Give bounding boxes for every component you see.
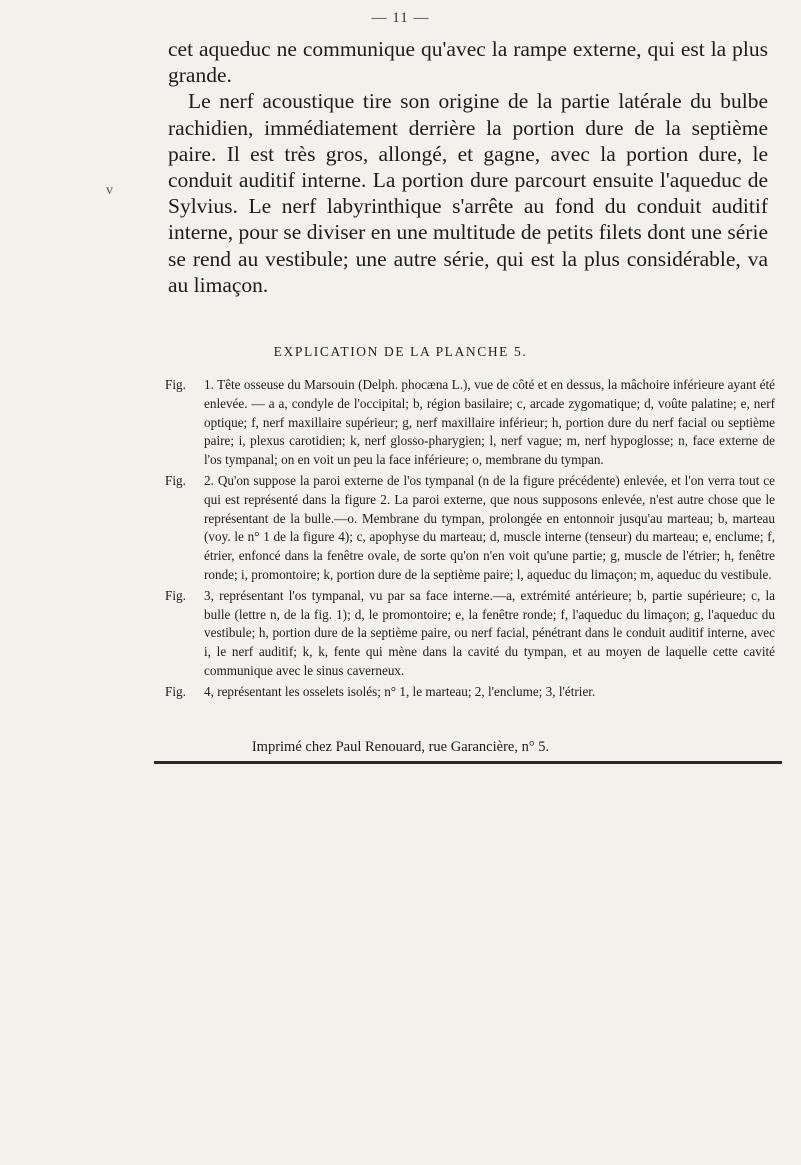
margin-mark: v (106, 183, 113, 198)
figure-text: 4, représentant les osselets isolés; n° 1, le marteau; 2, l'enclume; 3, l'étrier. (204, 683, 596, 699)
figure-entry-4 (165, 683, 775, 702)
paragraph-2: Le nerf acoustique tire son origine de la partie latérale du bulbe rachidien, immédiatement derrière la portion dure de la septième paire. Il est très gros, allongé, et gagne, avec la portion dure, le conduit auditif interne. La portion dure parcourt ensuite l'aqueduc de Sylvius. Le nerf labyrinthique s'arrête au fond du conduit auditif interne, pour se diviser en une multitude de petits filets dont une série se rend au vestibule; une autre série, qui est la plus considérable, va au limaçon. (168, 89, 768, 297)
imprint-divider (154, 761, 782, 764)
figure-entry-3 (165, 587, 775, 681)
body-text (168, 36, 768, 298)
figure-label: Fig. (165, 377, 186, 392)
figure-text: 2. Qu'on suppose la paroi externe de l'os tympanal (n de la figure précédente) enlevée, et l'on verra tout ce qui est représenté dans la figure 2. La paroi externe, que nous supposons enlevée, n'est autre chose que le représentant de la bulle.—o. Membrane du tympan, prolongée en entonnoir jusqu'au marteau; b, marteau (voy. le n° 1 de la figure 4); c, apophyse du marteau; d, muscle interne (tenseur) du marteau; e, enclume; f, étrier, enfoncé dans la fenêtre ovale, de sorte qu'on n'en voit qu'une partie; g, muscle de l'étrier; h, fenêtre ronde; i, promontoire; k, portion dure de la septième paire; l, aqueduc du limaçon; m, aqueduc du vestibule. (204, 472, 775, 582)
figure-text: 1. Tête osseuse du Marsouin (Delph. phocæna L.), vue de côté et en dessus, la mâchoire inférieure ayant été enlevée. — a a, condyle de l'occipital; b, région basilaire; c, arcade zygomatique; d, voûte palatine; e, nerf optique; f, nerf maxillaire supérieur; g, nerf maxillaire inférieur; h, portion dure du nerf facial ou septième paire; i, plexus carotidien; k, nerf glosso-pharygien; l, nerf vague; m, nerf hypoglosse; n, face externe de l'os tympanal; on en voit un peu la face inférieure; o, membrane du tympan. (204, 377, 775, 468)
figure-entry-2 (165, 472, 775, 585)
figure-text: 3, représentant l'os tympanal, vu par sa face interne.—a, extrémité antérieure; b, partie supérieure; c, la bulle (lettre n, de la fig. 1); d, le promontoire; e, la fenêtre ronde; f, l'aqueduc du limaçon; g, l'aqueduc du vestibule; h, portion dure de la septième paire, ou nerf facial, pénétrant dans le conduit auditif interne, avec i, le nerf auditif; k, k, fente qui mène dans la cavité du tympan, et au moyen de laquelle cette cavité communique avec le sinus caverneux. (204, 587, 775, 678)
paragraph-1: cet aqueduc ne communique qu'avec la rampe externe, qui est la plus grande. (168, 37, 768, 88)
imprint: Imprimé chez Paul Renouard, rue Garancière, n° 5. (251, 739, 550, 755)
section-title: EXPLICATION DE LA PLANCHE 5. (273, 344, 528, 359)
figure-legend (165, 376, 775, 702)
page-number: — 11 — (371, 10, 430, 26)
figure-label: Fig. (165, 683, 186, 699)
figure-label: Fig. (165, 472, 186, 488)
figure-label: Fig. (165, 587, 186, 603)
figure-entry-1 (165, 376, 775, 470)
